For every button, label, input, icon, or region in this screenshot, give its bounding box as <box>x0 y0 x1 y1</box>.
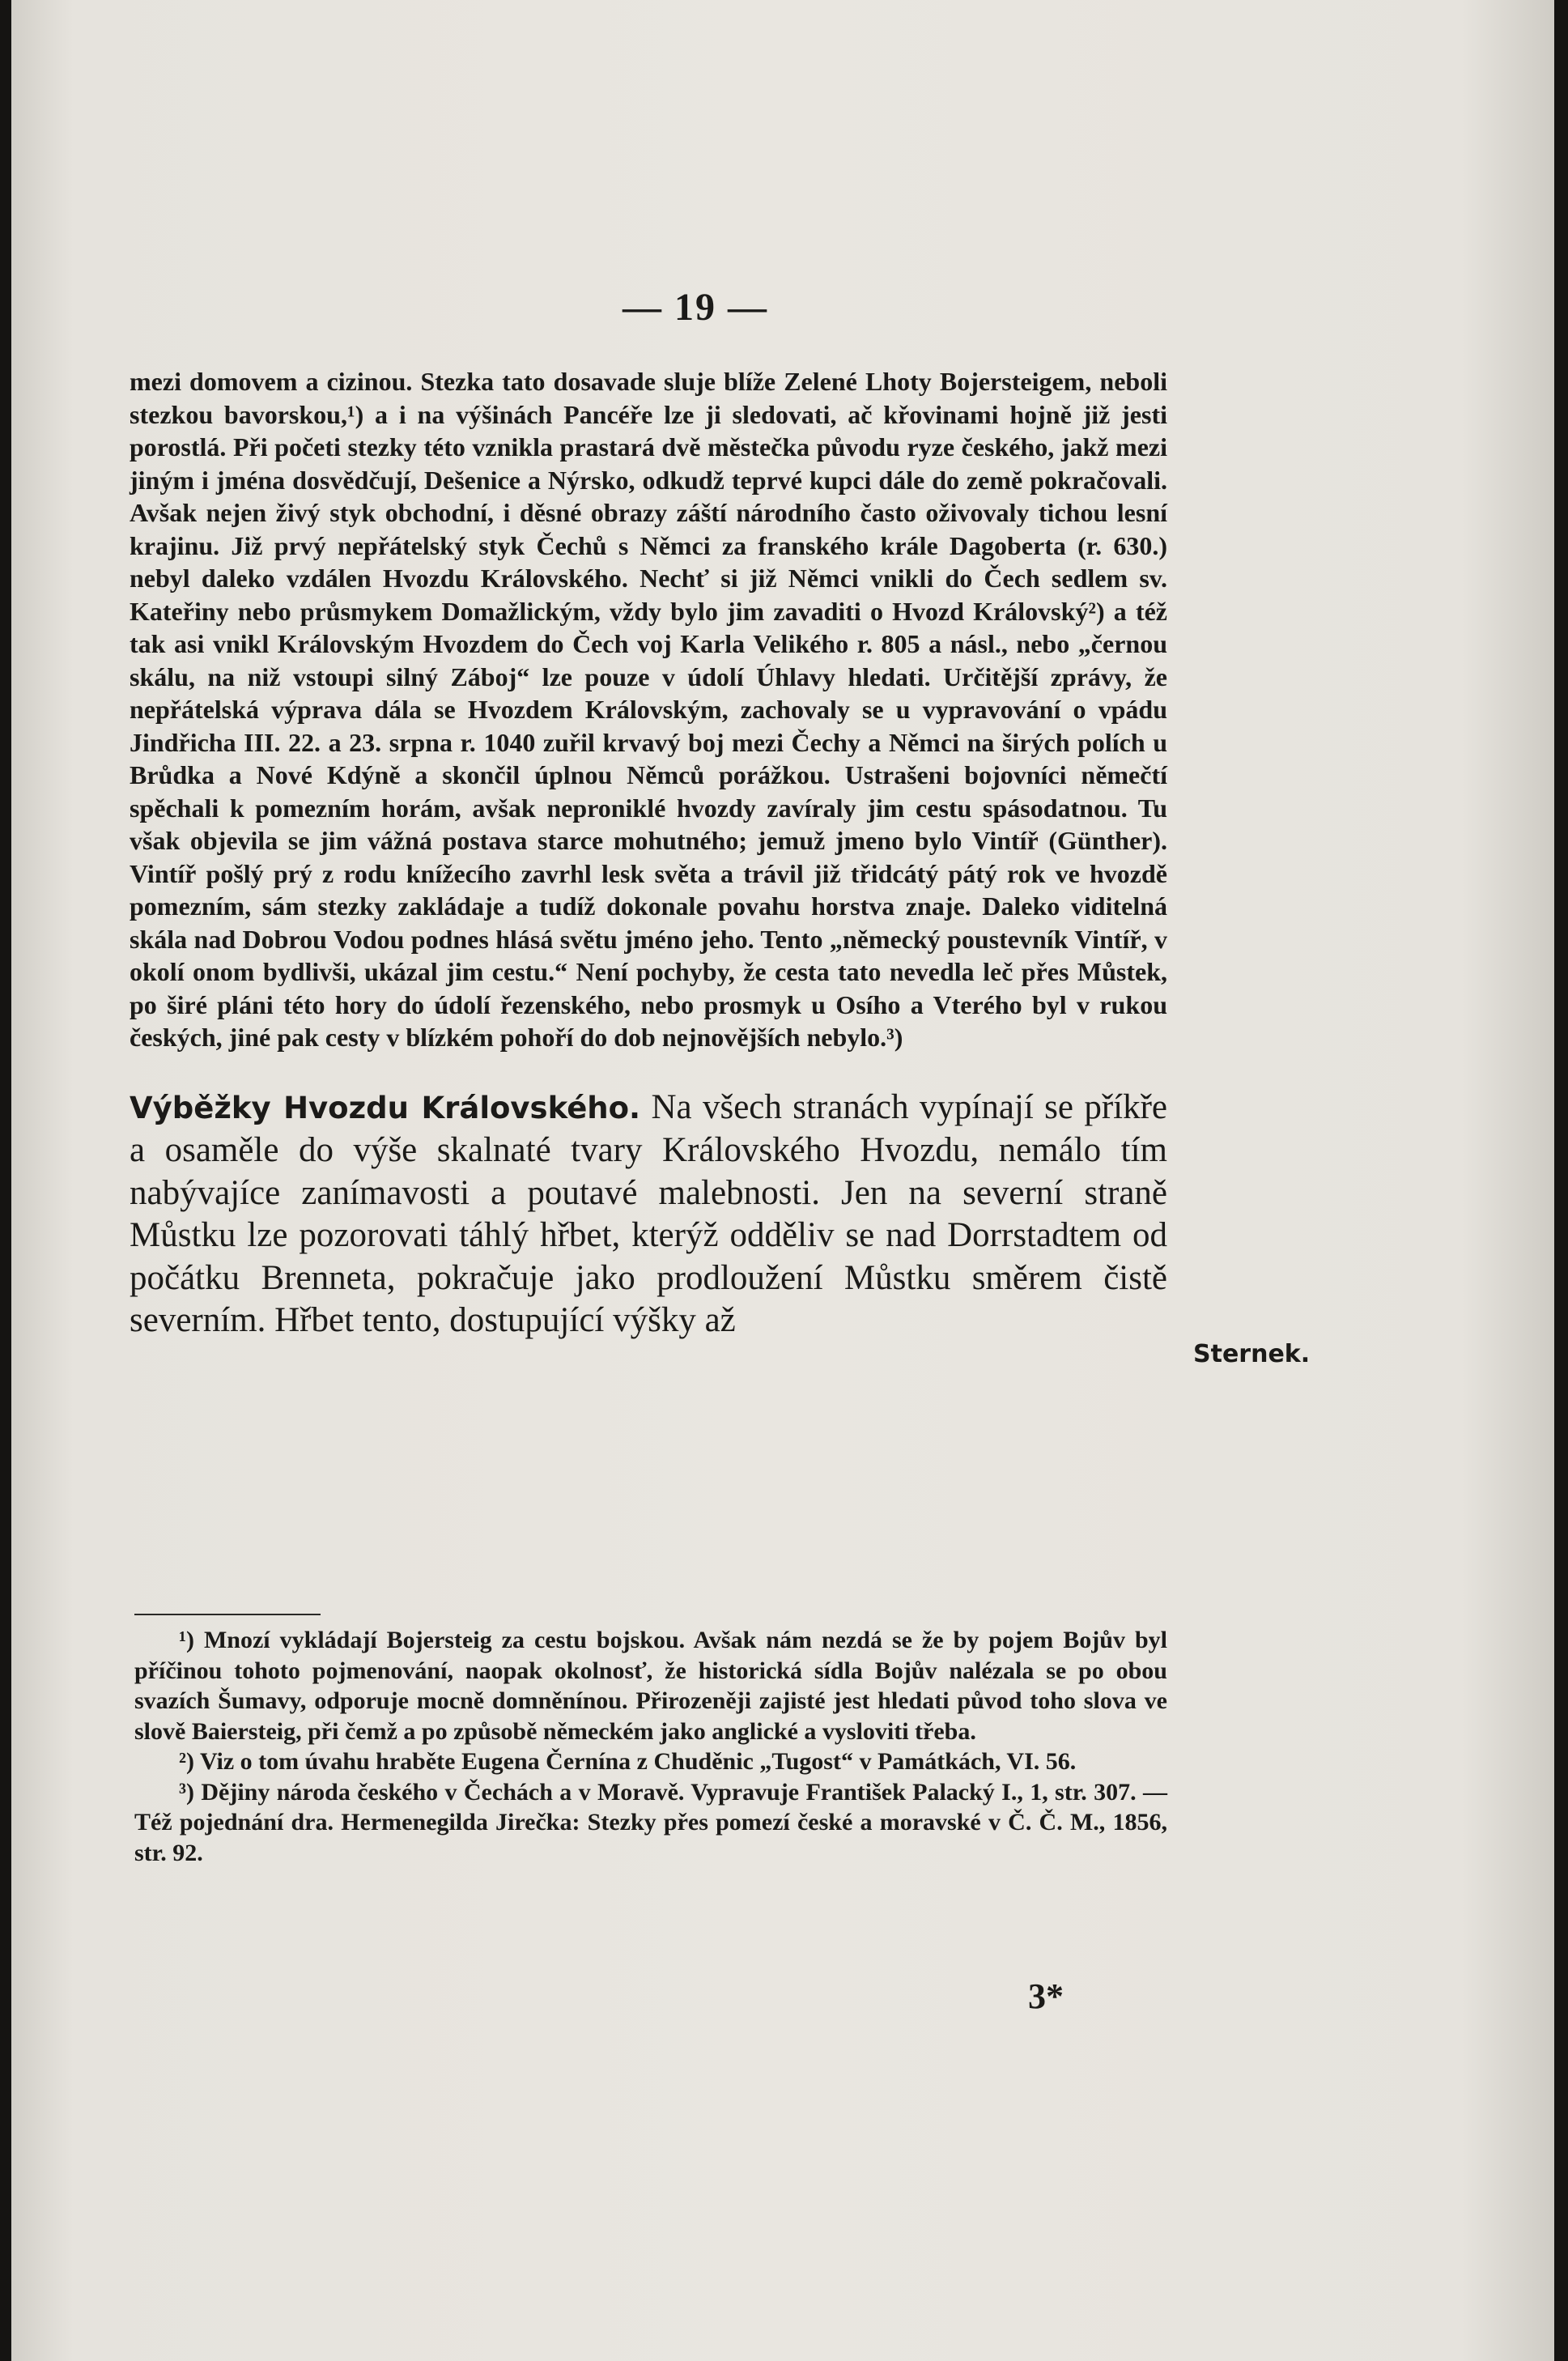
scanned-page <box>11 0 1554 2361</box>
margin-note: Sternek. <box>1193 1340 1311 1368</box>
footnote-divider <box>134 1614 321 1615</box>
footnote-3: ³) Dějiny národa českého v Čechách a v Moravě. Vypravuje František Palacký I., 1, str. 307. — Též pojednání dra. Hermenegilda Jirečka: Stezky přes pomezí české a moravské v Č. Č. M., 1856, str. 92. <box>134 1778 1167 1866</box>
section-heading: Výběžky Hvozdu Královského. <box>130 1090 641 1125</box>
paragraph-2-text: Na všech stranách vypínají se příkře a osaměle do výše skalnaté tvary Královského Hvozdu, nemálo tím nabývajíce zanímavosti a poutavé malebnosti. Jen na severní straně Můstku lze pozorovati táhlý hřbet, kterýž odděliv se nad Dorrstadtem od počátku Brenneta, pokračuje jako prodloužení Můstku směrem čistě severním. Hřbet tento, dostupující výšky až <box>130 1087 1168 1339</box>
main-text <box>130 365 1167 1342</box>
signature-mark: 3* <box>1028 1976 1064 2016</box>
footnotes <box>134 1625 1167 1868</box>
paragraph-2 <box>130 1087 1167 1342</box>
footnote-1: ¹) Mnozí vykládají Bojersteig za cestu bojskou. Avšak nám nezdá se že by pojem Bojův byl příčinou tohoto pojmenování, naopak okolnosť, že historická sídla Bojův nalézala se po obou svazích Šumavy, odporuje mocně domněnínou. Přirozeněji zajisté jest hledati původ toho slova ve slově Baiersteig, při čemž a po způsobě německém jako anglické a vysloviti třeba. <box>134 1627 1167 1745</box>
paragraph-1: mezi domovem a cizinou. Stezka tato dosavade sluje blíže Zelené Lhoty Bojersteigem, neboli stezkou bavorskou,¹) a i na výšinách Pancéře lze ji sledovati, ač křovinami hojně již jesti porostlá. Při početi stezky této vznikla prastará dvě městečka původu ryze českého, jakž mezi jiným i jména dosvědčují, Dešenice a Nýrsko, odkudž teprvé kupci dále do země pokračovali. Avšak nejen živý styk obchodní, i děsné obrazy záští národního často oživovaly tichou lesní krajinu. Již prvý nepřátelský styk Čechů s Němci za franského krále Dagoberta (r. 630.) nebyl daleko vzdálen Hvozdu Královského. Nechť si již Němci vnikli do Čech sedlem sv. Kateřiny nebo průsmykem Domažlickým, vždy bylo jim zavaditi o Hvozd Královský²) a též tak asi vnikl Královským Hvozdem do Čech voj Karla Velikého r. 805 a násl., nebo „černou skálu, na niž vstoupi silný Záboj“ lze pouze v údolí Úhlavy hledati. Určitější zprávy, že nepřátelská výprava dála se Hvozdem Královským, zachovaly se u vypravování o vpádu Jindřicha III. 22. a 23. srpna r. 1040 zuřil krvavý boj mezi Čechy a Němci na širých polích u Brůdka a Nové Kdýně a skončil úplnou Němců porážkou. Ustrašeni bojovníci němečtí spěchali k pomezním horám, avšak neproniklé hvozdy zavíraly jim cestu spásodatnou. Tu však objevila se jim vážná postava starce mohutného; jemuž jmeno bylo Vintíř (Günther). Vintíř pošlý prý z rodu knížecího zavrhl lesk světa a trávil již třidcátý pátý rok ve hvozdě pomezním, sám stezky zakládaje a tudíž dokonale povahu horstva znaje. Daleko viditelná skála nad Dobrou Vodou podnes hlásá světu jméno jeho. Tento „německý poustevník Vintíř, v okolí onom bydlivši, ukázal jim cestu.“ Není pochyby, že cesta tato nevedla leč přes Můstek, po širé pláni této hory do údolí řezenského, nebo prosmyk u Osího a Vterého byl v rukou českých, jiné pak cesty v blízkém pohoří do dob nejnovějších nebylo.³) <box>130 367 1167 1052</box>
page-number: — 19 — <box>623 286 768 329</box>
footnote-2: ²) Viz o tom úvahu hraběte Eugena Černína z Chuděnic „Tugost“ v Památkách, VI. 56. <box>179 1748 1077 1775</box>
